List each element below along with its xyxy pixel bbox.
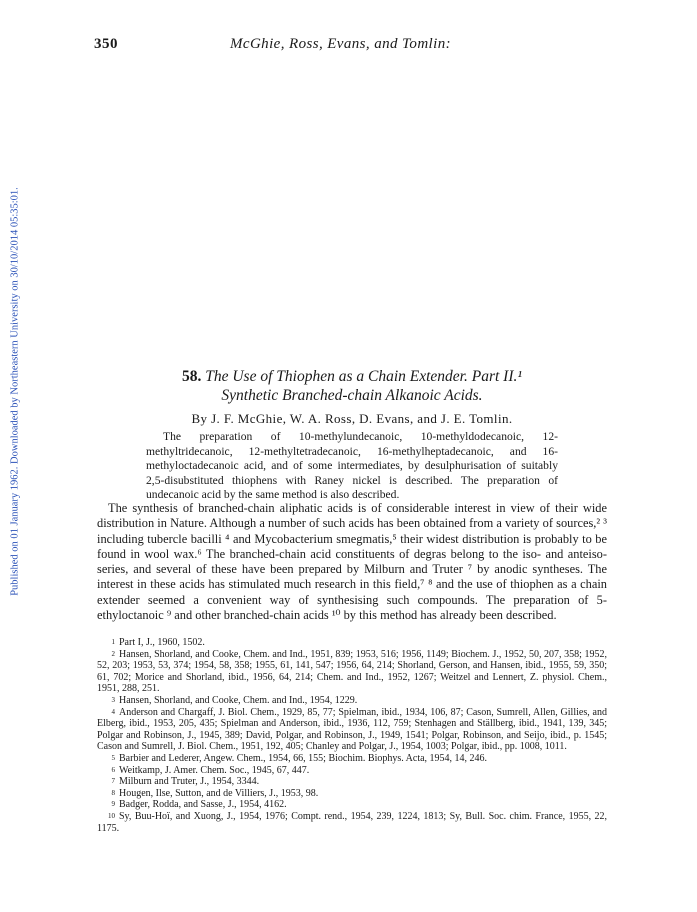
footnote-5: 5 Barbier and Lederer, Angew. Chem., 1954, 66, 155; Biochim. Biophys. Acta, 1954, 14, 246. [111,752,488,764]
abstract-text: The preparation of 10-methylundecanoic, 10-methyldodecanoic, 12-methyltridecanoic, 12-methyltetradecanoic, 16-methylheptadecanoic, and 16-methyloctadecanoic acid, and of some intermediates, by desulphurisation of suitably 2,5-disubstituted thiophens with Raney nickel is described. The preparation of undecanoic acid by the same method is also described. [146,430,558,502]
article-number: 58. [181,368,202,385]
article-title-line1 [97,367,607,386]
footnote-6: 6 Weitkamp, J. Amer. Chem. Soc., 1945, 67, 447. [111,764,310,776]
article-title: The Use of Thiophen as a Chain Extender. Part II.¹ [205,368,523,385]
article-subtitle: Synthetic Branched-chain Alkanoic Acids. [221,387,483,404]
footnote-9: 9 Badger, Rodda, and Sasse, J., 1954, 4162. [111,799,287,811]
footnotes [97,637,607,834]
footnote-3: 3 Hansen, Shorland, and Cooke, Chem. and Ind., 1954, 1229. [111,694,358,706]
running-head: McGhie, Ross, Evans, and Tomlin: [230,36,451,52]
footnote-8: 8 Hougen, Ilse, Sutton, and de Villiers, J., 1953, 98. [111,787,319,799]
footnote-4: 4 Anderson and Chargaff, J. Biol. Chem., 1929, 85, 77; Spielman, ibid., 1934, 106, 87; Cason, Sumrell, Allen, Gillies, and Elberg, ibid., 1953, 205, 435; Spielman and Anderson, ibid., 1936, 112, 759; Stenhagen and Ställberg, ibid., 1941, 139, 345; Polgar and Robinson, J., 1945, 389; David, Polgar, and Robinson, J., 1949, 1541; Polgar, Robinson, and Seijo, ibid., p. 1545; Cason and Sumrell, J. Biol. Chem., 1951, 192, 405; Chanley and Polgar, J., 1954, 1003; Polgar, ibid., pp. 1008, 1011. [97,706,607,753]
article-title-block [97,367,607,427]
page-number: 350 [94,36,118,52]
footnote-1: 1 Part I, J., 1960, 1502. [111,637,205,648]
authors: By J. F. McGhie, W. A. Ross, D. Evans, and J. E. Tomlin. [191,411,513,426]
body-paragraph: The synthesis of branched-chain aliphatic acids is of considerable interest in view of their wide distribution in Nature. Although a number of such acids has been obtained from a variety of sources,² ³ including tubercle bacilli ⁴ and Mycobacterium smegmatis,⁵ their widest distribution is probably to be found in wool wax.⁶ The branched-chain acid constituents of degras belong to the iso- and anteiso-series, and several of these have been prepared by Milburn and Truter ⁷ by anodic syntheses. The interest in these acids has stimulated much research in this field,⁷ ⁸ and the use of thiophen as a chain extender seemed a convenient way of synthesising such compounds. The preparation of 5-ethyloctanoic ⁹ and other branched-chain acids ¹⁰ by this method has already been described. [97,501,607,623]
body-section [97,501,607,623]
footnote-10: 10 Sy, Buu-Hoï, and Xuong, J., 1954, 1976; Compt. rend., 1954, 239, 1224, 1813; Sy, Bull. Soc. chim. France, 1955, 22, 1175. [97,810,607,834]
footnote-2: 2 Hansen, Shorland, and Cooke, Chem. and Ind., 1951, 839; 1953, 516; 1956, 1149; Biochem. J., 1952, 50, 207, 358; 1952, 52, 203; 1953, 53, 374; 1954, 58, 358; 1955, 61, 141, 547; 1956, 64, 214; Shorland, Gerson, and Hansen, ibid., 1955, 59, 350; 61, 702; Morice and Shorland, ibid., 1956, 64, 214; Chem. and Ind., 1952, 1267; Weitzel and Lennert, Z. physiol. Chem., 1951, 288, 251. [97,648,607,695]
abstract [146,430,558,503]
footnote-7: 7 Milburn and Truter, J., 1954, 3344. [111,776,260,788]
download-notice[interactable]: Published on 01 January 1962. Downloaded by Northeastern University on 30/10/2014 05:35:01. [9,187,21,596]
